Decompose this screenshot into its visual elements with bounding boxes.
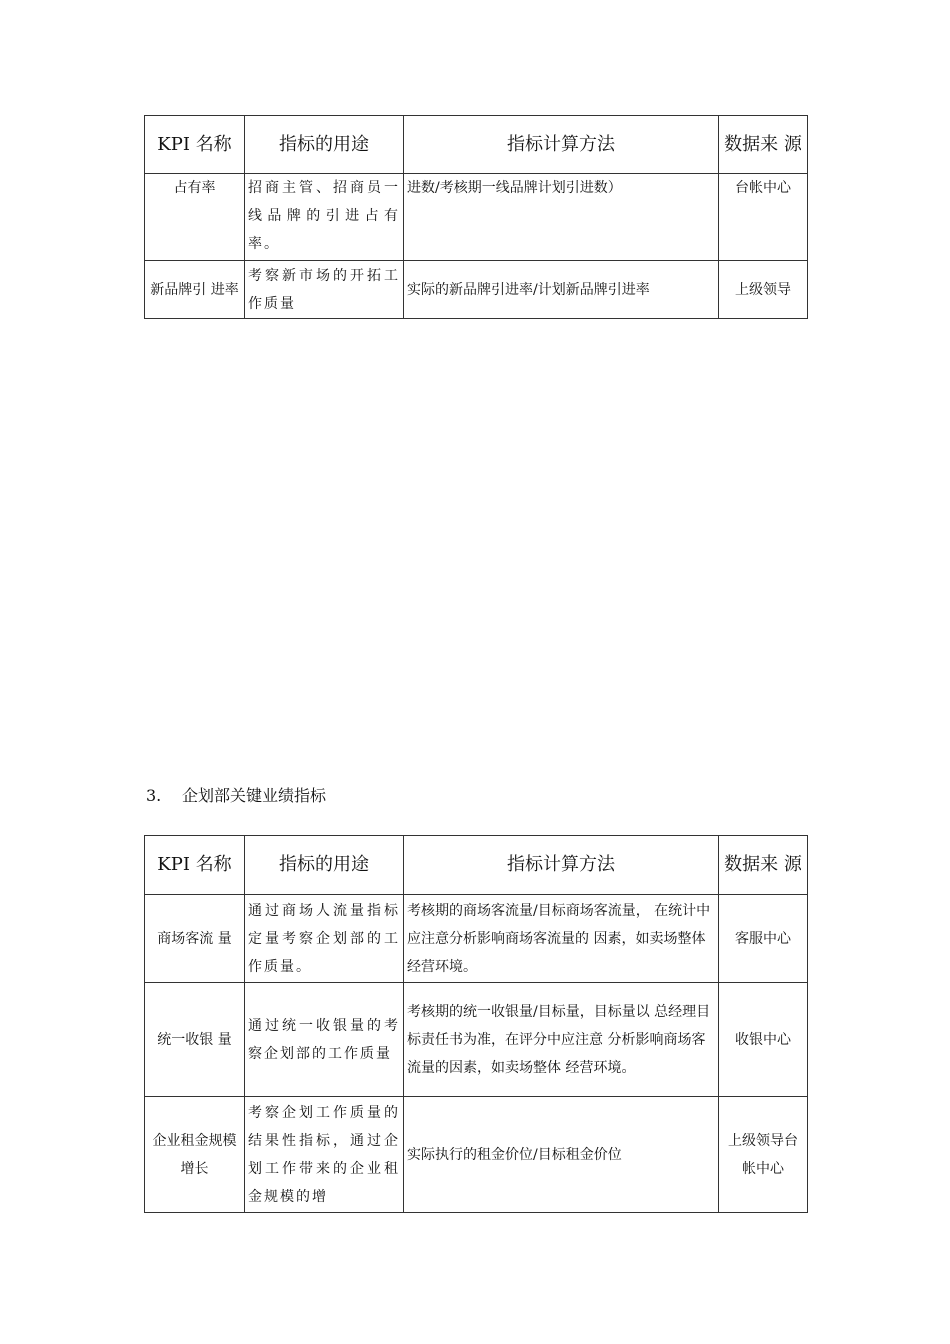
kpi-calc-cell: 考核期的统一收银量/目标量，目标量以 总经理目标责任书为准，在评分中应注意 分析影响商场客流量的因素，如卖场整体 经营环境。 [404, 983, 719, 1097]
section-title: 企划部关键业绩指标 [182, 786, 327, 805]
header-use: 指标的用途 [245, 116, 404, 174]
section-number: 3. [146, 786, 162, 805]
header-use: 指标的用途 [245, 836, 404, 895]
kpi-table-1 [144, 115, 808, 319]
header-calc: 指标计算方法 [404, 116, 719, 174]
kpi-source-cell: 上级领导台帐中心 [719, 1097, 808, 1213]
table-row [145, 1097, 808, 1213]
header-kpi-name: KPI 名称 [145, 116, 245, 174]
header-source: 数据来 源 [719, 116, 808, 174]
section-heading [146, 783, 326, 806]
kpi-use-cell: 考察新市场的开拓工作质量 [245, 261, 404, 319]
table-row [145, 895, 808, 983]
header-calc: 指标计算方法 [404, 836, 719, 895]
table-row [145, 261, 808, 319]
kpi-name-cell: 统一收银 量 [145, 983, 245, 1097]
kpi-source-cell: 收银中心 [719, 983, 808, 1097]
table-row [145, 174, 808, 261]
kpi-name-cell: 企业租金规模增长 [145, 1097, 245, 1213]
kpi-source-cell: 上级领导 [719, 261, 808, 319]
kpi-name-cell: 占有率 [145, 174, 245, 261]
kpi-calc-cell: 进数/考核期一线品牌计划引进数） [404, 174, 719, 261]
kpi-source-cell: 台帐中心 [719, 174, 808, 261]
kpi-name-cell: 商场客流 量 [145, 895, 245, 983]
header-source: 数据来 源 [719, 836, 808, 895]
header-kpi-name: KPI 名称 [145, 836, 245, 895]
kpi-use-cell: 通过统一收银量的考察企划部的工作质量 [245, 983, 404, 1097]
kpi-use-cell: 考察企划工作质量的结果性指标，通过企划工作带来的企业租金规模的增 [245, 1097, 404, 1213]
table-row [145, 983, 808, 1097]
kpi-calc-cell: 考核期的商场客流量/目标商场客流量， 在统计中应注意分析影响商场客流量的 因素，如卖场整体经营环境。 [404, 895, 719, 983]
table-header-row [145, 116, 808, 174]
kpi-table-2 [144, 835, 808, 1213]
kpi-calc-cell: 实际执行的租金价位/目标租金价位 [404, 1097, 719, 1213]
kpi-source-cell: 客服中心 [719, 895, 808, 983]
kpi-use-cell: 招商主管、招商员一线品牌的引进占有率。 [245, 174, 404, 261]
kpi-calc-cell: 实际的新品牌引进率/计划新品牌引进率 [404, 261, 719, 319]
kpi-use-cell: 通过商场人流量指标定量考察企划部的工作质量。 [245, 895, 404, 983]
table-header-row [145, 836, 808, 895]
kpi-name-cell: 新品牌引 进率 [145, 261, 245, 319]
